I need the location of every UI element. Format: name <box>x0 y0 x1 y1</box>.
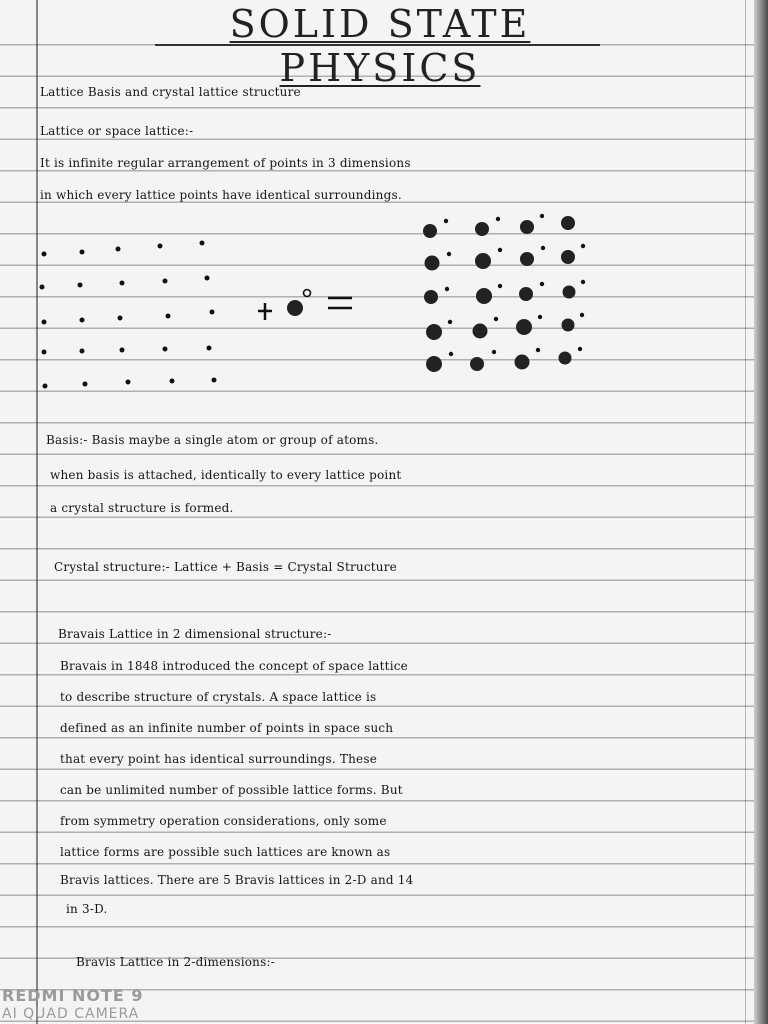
margin-line <box>36 0 38 1024</box>
bravais-line-7: lattice forms are possible such lattices are known as <box>60 845 391 859</box>
bravais-line-3: defined as an infinite number of points in space such <box>60 721 394 735</box>
lattice-definition-line-1: It is infinite regular arrangement of points in 3 dimensions <box>40 156 411 170</box>
bravais-line-9: in 3-D. <box>66 902 108 916</box>
lattice-points <box>40 241 217 389</box>
camera-watermark-sub: AI QUAD CAMERA <box>2 1006 140 1022</box>
bravais-line-5: can be unlimited number of possible lattice forms. But <box>60 783 403 797</box>
section-heading-lattice-basis: Lattice Basis and crystal lattice structure <box>40 85 301 99</box>
equals-sign-mark <box>328 298 352 308</box>
lattice-definition-line-2: in which every lattice points have identical surroundings. <box>40 188 402 202</box>
basis-definition-line-1: Basis:- Basis maybe a single atom or group of atoms. <box>46 433 379 447</box>
bravais-line-1: Bravais in 1848 introduced the concept of space lattice <box>60 659 408 673</box>
bravais-line-2: to describe structure of crystals. A space lattice is <box>60 690 377 704</box>
basis-definition-line-2: when basis is attached, identically to every lattice point <box>50 468 402 482</box>
bravais-line-4: that every point has identical surroundings. These <box>60 752 378 766</box>
bravais-line-8: Bravis lattices. There are 5 Bravis lattices in 2-D and 14 <box>60 873 414 887</box>
bravais-line-6: from symmetry operation considerations, only some <box>60 814 387 828</box>
camera-watermark: REDMI NOTE 9 <box>2 986 144 1005</box>
bravais-heading: Bravais Lattice in 2 dimensional structure:- <box>58 627 332 641</box>
crystal-small-dots <box>444 214 585 356</box>
bravais-2d-footer: Bravis Lattice in 2-dimensions:- <box>76 955 275 969</box>
plus-sign-mark <box>258 303 272 320</box>
subheading-space-lattice: Lattice or space lattice:- <box>40 124 194 138</box>
page-title: SOLID STATE PHYSICS <box>229 2 531 90</box>
crystal-structure-equation: Crystal structure:- Lattice + Basis = Crystal Structure <box>54 560 397 574</box>
title-double-underline <box>155 44 600 46</box>
basis-definition-line-3: a crystal structure is formed. <box>50 501 234 515</box>
basis-atom <box>287 290 311 317</box>
crystal-structure-atoms <box>423 216 576 372</box>
